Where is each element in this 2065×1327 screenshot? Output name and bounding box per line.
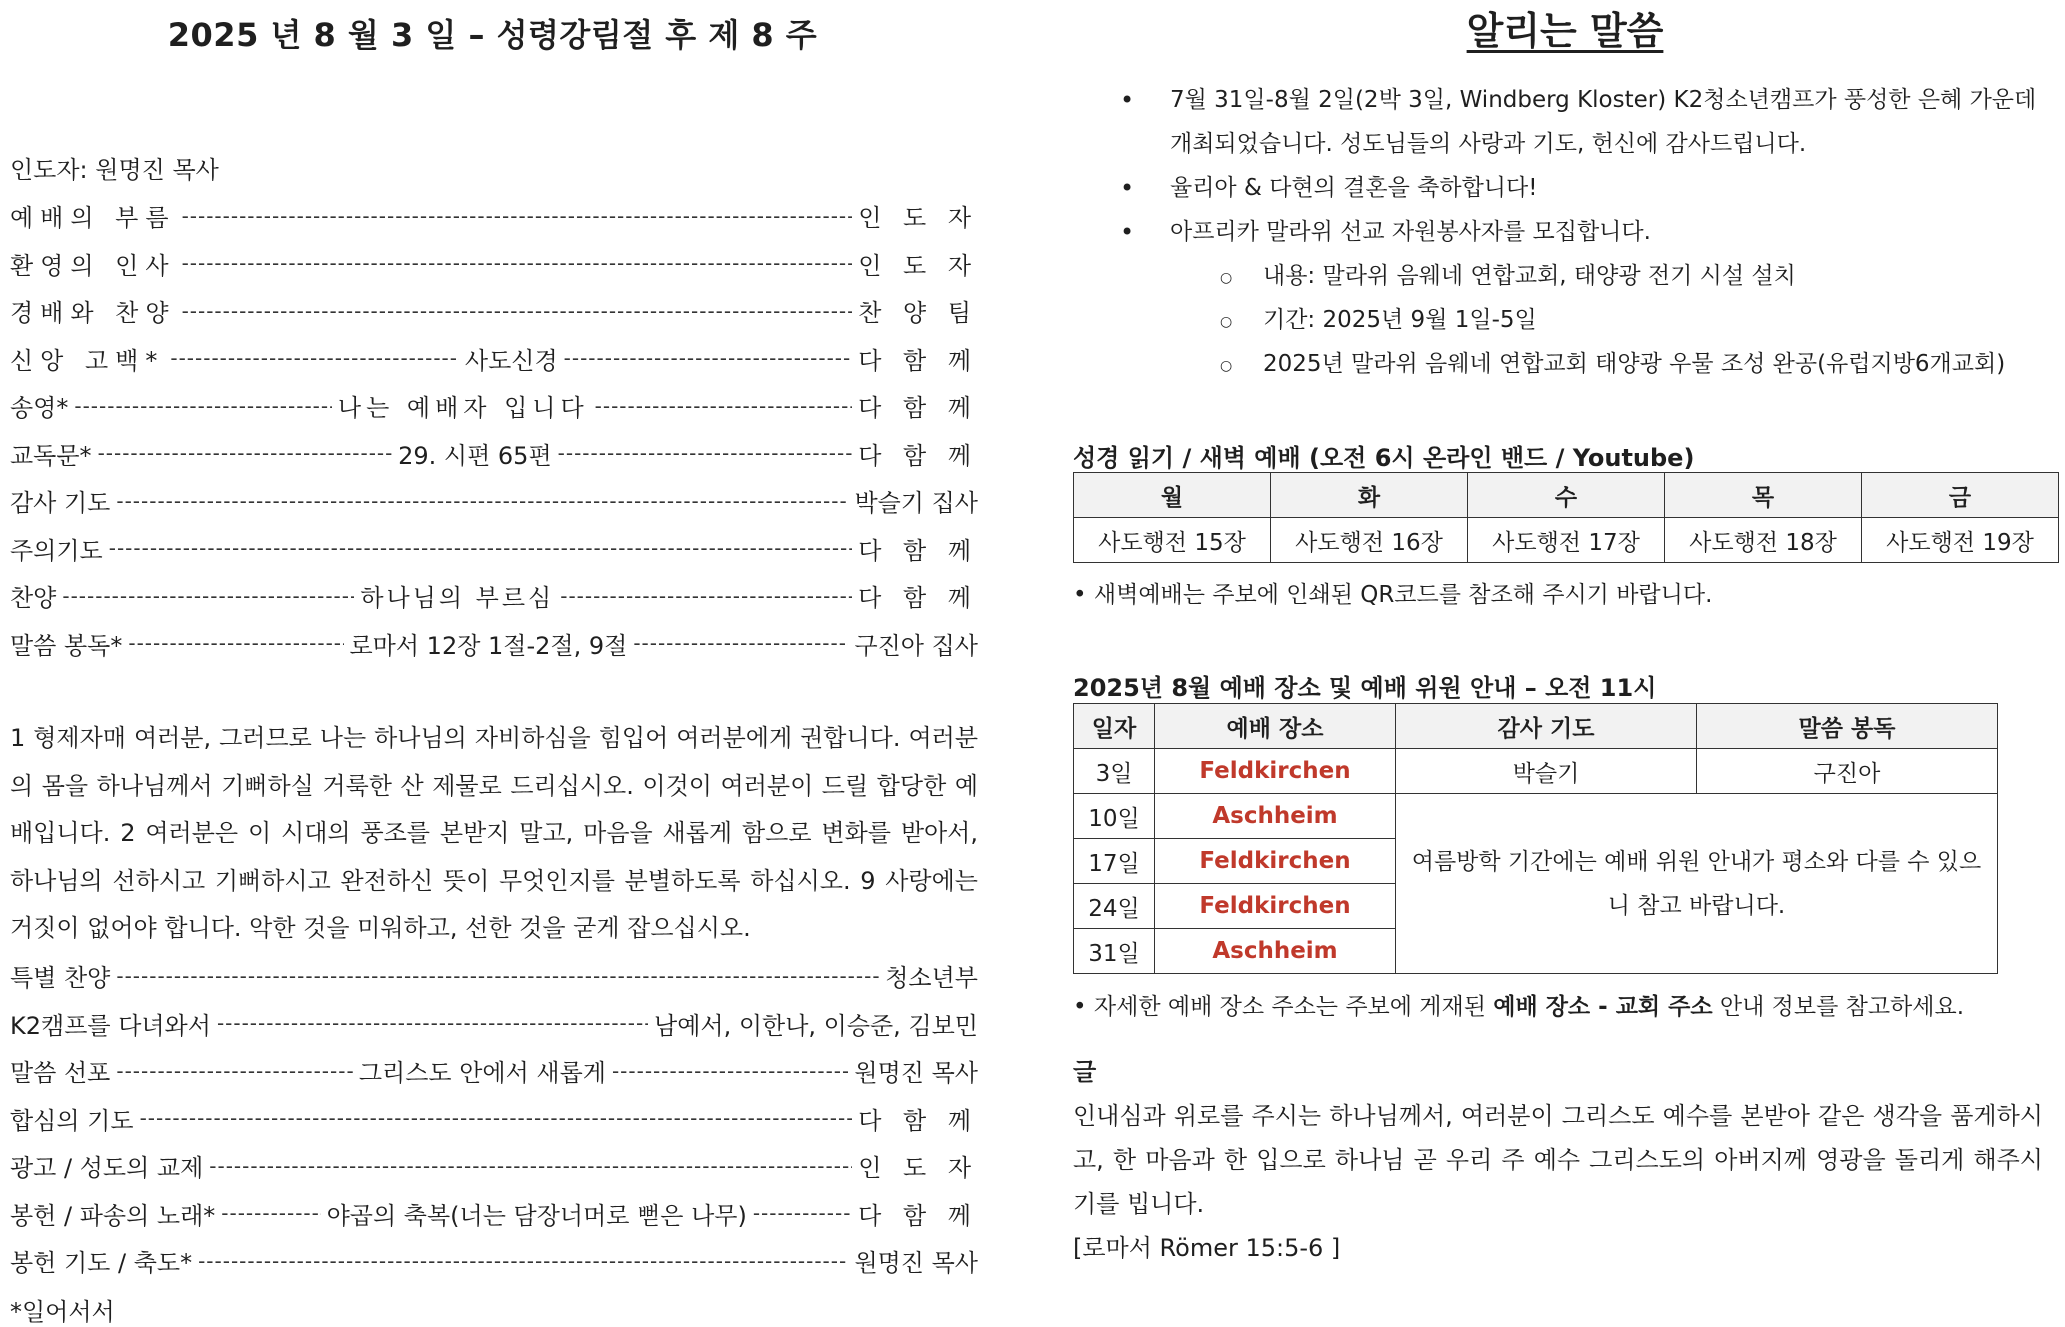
closing-verse-reference: [로마서 Römer 15:5-6 ] [1073, 1234, 1341, 1262]
order-leader: 찬 양 팀 [858, 299, 978, 328]
order-label: 봉헌 기도 / 축도* [10, 1249, 193, 1278]
order-label: 송영* [10, 394, 69, 423]
place-header: 예배 장소 [1155, 704, 1396, 749]
order-item [10, 572, 978, 620]
table-row [1074, 518, 2059, 563]
order-label: 특별 찬양 [10, 964, 111, 993]
date-cell: 10일 [1074, 794, 1155, 839]
order-leader: 원명진 목사 [854, 1059, 978, 1088]
date-cell: 24일 [1074, 884, 1155, 929]
closing-verse-title: 글 [1073, 1058, 1097, 1086]
order-item [10, 335, 978, 383]
place-cell: Aschheim [1155, 929, 1396, 974]
reading-header: 말씀 봉독 [1697, 704, 1998, 749]
announcement-subitem: ○ 2025년 말라위 음웨네 연합교회 태양광 우물 조성 완공(유럽지방6개교회) [1070, 342, 2045, 386]
order-leader: 다 함 께 [858, 584, 978, 613]
announcement-subitem: ○ 내용: 말라위 음웨네 연합교회, 태양광 전기 시설 설치 [1070, 254, 2045, 298]
place-cell: Aschheim [1155, 794, 1396, 839]
order-item [10, 1000, 978, 1048]
page-title: 2025 년 8 월 3 일 – 성령강림절 후 제 8 주 [167, 16, 818, 54]
order-label: 주의기도 [10, 536, 103, 565]
order-item [10, 240, 978, 288]
reading-cell: 사도행전 19장 [1862, 518, 2059, 563]
announcements-title-text: 알리는 말씀 [1466, 9, 1664, 53]
worship-order-list [10, 192, 978, 667]
address-note-post: 안내 정보를 참고하세요. [1712, 994, 1965, 1020]
leader-line: 인도자: 원명진 목사 [10, 156, 219, 184]
dawn-service-note: • 새벽예배는 주보에 인쇄된 QR코드를 참조해 주시기 바랍니다. [1073, 582, 1713, 608]
place-cell: Feldkirchen [1155, 839, 1396, 884]
announcement-subitem: ○ 기간: 2025년 9월 1일-5일 [1070, 298, 2045, 342]
order-label: 신앙 고백* [10, 346, 165, 375]
order-item [10, 952, 978, 1000]
reading-cell: 사도행전 16장 [1271, 518, 1468, 563]
order-item [10, 1095, 978, 1143]
order-item [10, 1190, 978, 1238]
standing-footnote: *일어서서 [10, 1298, 115, 1326]
summer-notice-cell: 여름방학 기간에는 예배 위원 안내가 평소와 다를 수 있으니 참고 바랍니다. [1396, 794, 1998, 974]
order-item [10, 430, 978, 478]
closing-verse [1073, 1050, 2043, 1270]
table-header-row [1074, 473, 2059, 518]
day-header: 수 [1468, 473, 1665, 518]
reading-cell: 사도행전 18장 [1665, 518, 1862, 563]
order-content: 야곱의 축복(너는 담장너머로 뻗은 나무) [326, 1201, 747, 1230]
order-item [10, 1047, 978, 1095]
order-item [10, 620, 978, 668]
announcements-title [1070, 0, 2060, 55]
order-leader: 구진아 집사 [854, 631, 978, 660]
announcement-list [1070, 78, 2045, 386]
order-label: 예배의 부름 [10, 204, 176, 233]
order-leader: 원명진 목사 [854, 1249, 978, 1278]
bible-reading-table [1073, 472, 2059, 563]
order-item [10, 1142, 978, 1190]
address-note-bold: 예배 장소 - 교회 주소 [1493, 994, 1713, 1020]
order-label: K2캠프를 다녀와서 [10, 1011, 211, 1040]
table-row [1074, 794, 1998, 839]
day-header: 목 [1665, 473, 1862, 518]
date-cell: 31일 [1074, 929, 1155, 974]
prayer-header: 감사 기도 [1396, 704, 1697, 749]
order-label: 봉헌 / 파송의 노래* [10, 1201, 216, 1230]
order-leader: 청소년부 [885, 964, 978, 993]
place-cell: Feldkirchen [1155, 749, 1396, 794]
order-item [10, 1237, 978, 1285]
order-content: 29. 시편 65편 [398, 441, 552, 470]
order-content: 나는 예배자 입니다 [337, 394, 589, 423]
scripture-text: 1 형제자매 여러분, 그러므로 나는 하나님의 자비하심을 힘입어 여러분에게 권합니다. 여러분의 몸을 하나님께서 기뻐하실 거룩한 산 제물로 드리십시오. 이것이 여러분이 드릴 합당한 예배입니다. 2 여러분은 이 시대의 풍조를 본받지 말고, 마음을 새롭게 함으로 변화를 받아서, 하나님의 선하시고 기뻐하시고 완전하신 뜻이 무엇인지를 분별하도록 하십시오. 9 사랑에는 거짓이 없어야 합니다. 악한 것을 미워하고, 선한 것을 굳게 잡으십시오. [10, 724, 978, 942]
order-leader: 다 함 께 [858, 441, 978, 470]
worship-order-list-2 [10, 952, 978, 1285]
date-header: 일자 [1074, 704, 1155, 749]
announcement-item: • 7월 31일-8월 2일(2박 3일, Windberg Kloster) K2청소년캠프가 풍성한 은혜 가운데 개최되었습니다. 성도님들의 사랑과 기도, 헌신에 감사드립니다. [1070, 78, 2045, 166]
closing-verse-text: 인내심과 위로를 주시는 하나님께서, 여러분이 그리스도 예수를 본받아 같은 생각을 품게하시고, 한 마음과 한 입으로 하나님 곧 우리 주 예수 그리스도의 아버지께 영광을 돌리게 해주시기를 빕니다. [1073, 1102, 2043, 1218]
date-cell: 17일 [1074, 839, 1155, 884]
day-header: 월 [1074, 473, 1271, 518]
order-leader: 다 함 께 [858, 346, 978, 375]
order-content: 사도신경 [464, 346, 558, 375]
order-label: 감사 기도 [10, 489, 111, 518]
reading-cell: 사도행전 15장 [1074, 518, 1271, 563]
order-item [10, 287, 978, 335]
order-content: 하나님의 부르심 [360, 584, 555, 613]
order-leader: 남예서, 이한나, 이승준, 김보민 [654, 1011, 978, 1040]
order-label: 찬양 [10, 584, 57, 613]
order-leader: 다 함 께 [858, 1201, 978, 1230]
place-cell: Feldkirchen [1155, 884, 1396, 929]
order-label: 합심의 기도 [10, 1106, 134, 1135]
table-row [1074, 749, 1998, 794]
address-note-pre: 자세한 예배 장소 주소는 주보에 게재된 [1093, 994, 1494, 1020]
day-header: 금 [1862, 473, 2059, 518]
address-note: • 자세한 예배 장소 주소는 주보에 게재된 예배 장소 - 교회 주소 안내 정보를 참고하세요. [1073, 994, 1965, 1020]
order-item [10, 525, 978, 573]
order-label: 광고 / 성도의 교제 [10, 1154, 204, 1183]
order-label: 말씀 선포 [10, 1059, 111, 1088]
reading-cell: 사도행전 17장 [1468, 518, 1665, 563]
order-label: 말씀 봉독* [10, 631, 123, 660]
reading-cell: 구진아 [1697, 749, 1998, 794]
order-label: 경배와 찬양 [10, 299, 176, 328]
worship-places-title: 2025년 8월 예배 장소 및 예배 위원 안내 – 오전 11시 [1073, 674, 1657, 702]
order-item [10, 192, 978, 240]
announcement-item: • 아프리카 말라위 선교 자원봉사자를 모집합니다. [1070, 210, 2045, 254]
order-content: 로마서 12장 1절-2절, 9절 [349, 631, 628, 660]
order-leader: 인 도 자 [858, 1154, 978, 1183]
order-of-worship [0, 0, 985, 1326]
order-leader: 인 도 자 [858, 204, 978, 233]
order-leader: 다 함 께 [858, 536, 978, 565]
worship-places-table [1073, 703, 1998, 974]
announcements-column [1070, 0, 2060, 1326]
order-leader: 다 함 께 [858, 394, 978, 423]
order-leader: 박슬기 집사 [854, 489, 978, 518]
dawn-service-note-text: 새벽예배는 주보에 인쇄된 QR코드를 참조해 주시기 바랍니다. [1093, 582, 1713, 608]
order-content: 그리스도 안에서 새롭게 [358, 1059, 606, 1088]
order-label: 환영의 인사 [10, 251, 176, 280]
order-label: 교독문* [10, 441, 92, 470]
prayer-cell: 박슬기 [1396, 749, 1697, 794]
order-item [10, 382, 978, 430]
order-leader: 다 함 께 [858, 1106, 978, 1135]
order-leader: 인 도 자 [858, 251, 978, 280]
table-header-row [1074, 704, 1998, 749]
bible-reading-title: 성경 읽기 / 새벽 예배 (오전 6시 온라인 밴드 / Youtube) [1073, 444, 1695, 472]
date-cell: 3일 [1074, 749, 1155, 794]
day-header: 화 [1271, 473, 1468, 518]
announcement-item: • 율리아 & 다현의 결혼을 축하합니다! [1070, 166, 2045, 210]
order-item [10, 477, 978, 525]
